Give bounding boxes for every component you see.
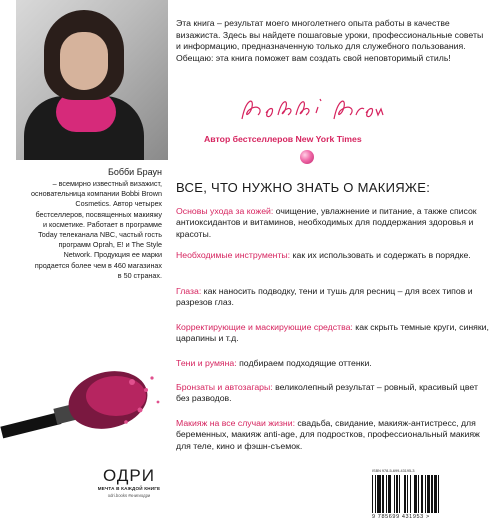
left-column (0, 0, 168, 532)
section-key: Тени и румяна: (176, 358, 237, 368)
section-key: Макияж на все случаи жизни: (176, 418, 295, 428)
makeup-brush-image (0, 360, 168, 470)
barcode-stripe (439, 475, 442, 513)
section-key: Корректирующие и маскирующие средства: (176, 322, 353, 332)
right-column (176, 0, 494, 532)
barcode-bars (372, 475, 470, 513)
section-item (176, 250, 492, 261)
section-key: Бронзаты и автозагары: (176, 382, 273, 392)
publisher-name: ОДРИ (103, 466, 155, 485)
barcode (372, 469, 472, 521)
section-key: Глаза: (176, 286, 202, 296)
section-item (176, 418, 492, 452)
publisher-logo (96, 466, 162, 498)
author-photo (16, 0, 168, 160)
author-line: Автор бестселлеров New York Times (204, 134, 362, 144)
section-item (176, 206, 492, 240)
section-key: Основы ухода за кожей: (176, 206, 274, 216)
section-text: как их использовать и содержать в порядке. (290, 250, 471, 260)
intro-text: Эта книга – результат моего многолетнего опыта работы в качестве визажиста. Здесь вы найдете пошаговые уроки, профессиональные советы и информацию, предназначенную только для служебного пользования. Обещаю: эта книга поможет вам создать свой неповторимый стиль! (176, 18, 484, 63)
section-heading: ВСЕ, ЧТО НУЖНО ЗНАТЬ О МАКИЯЖЕ: (176, 180, 431, 195)
barcode-number: 9 785699 431953 > (372, 514, 430, 520)
section-text: подбираем подходящие оттенки. (236, 358, 372, 368)
section-item (176, 382, 492, 405)
section-text: как скрыть темные круги, синяки, царапины и т.д. (176, 322, 489, 344)
signature-image (236, 93, 386, 127)
section-item (176, 286, 492, 309)
section-item (176, 322, 492, 345)
pink-ball-decoration (300, 150, 314, 164)
section-text: великолепный результат – ровный, красивый цвет без разводов. (176, 382, 478, 404)
section-key: Необходимые инструменты: (176, 250, 291, 260)
section-text: очищение, увлажнение и питание, а также список антиоксидантов и витаминов, необходимых для поддержания здоровья и красоты. (176, 206, 477, 239)
publisher-social: odri.books #книгиодри (107, 493, 151, 498)
author-bio (30, 166, 162, 281)
bio-text: – всемирно известный визажист, основательница компании Bobbi Brown Cosmetics. Автор четырех бестселлеров, посвященных макияжу и косметике. Работает в программе Today телеканала NBC, частый гость программ Oprah, E! и The Style Network. Продукция ее марки продается более чем в 460 магазинах в 50 странах. (31, 179, 162, 280)
section-item (176, 358, 492, 369)
photo-face-shape (60, 32, 108, 90)
publisher-tagline: МЕЧТА В КАЖДОЙ КНИГЕ (97, 486, 161, 491)
section-text: свадьба, свидание, макияж-антистресс, для беременных, макияж anti-age, для подростков, профессиональный макияж для теле, кино и фэшн-съемок. (176, 418, 480, 451)
section-text: как наносить подводку, тени и тушь для ресниц – для всех типов и разрезов глаз. (176, 286, 473, 308)
isbn-text: ISBN 978-5-699-43195-3 (372, 469, 415, 473)
bio-name: Бобби Браун (107, 167, 162, 177)
